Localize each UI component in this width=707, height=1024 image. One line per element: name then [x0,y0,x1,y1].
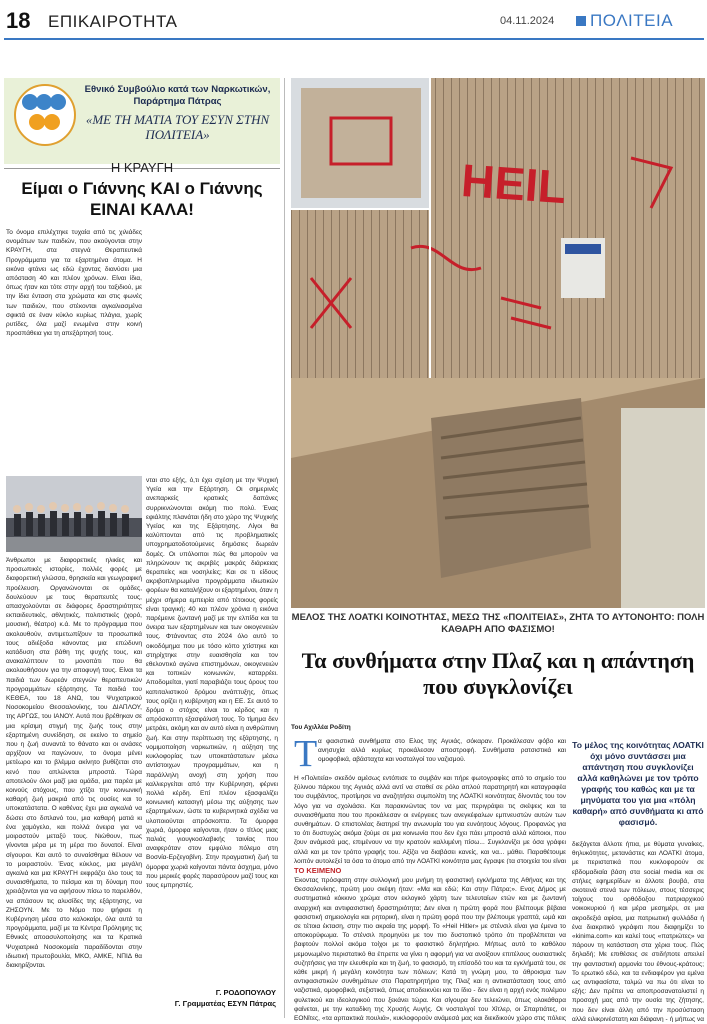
main-intro: α φασιστικά συνθήματα στο Ελος της Αγυιάς, σόκαραν. Προκάλεσαν φόβο και ανησυχία αλλά κυρίως προκάλεσαν αποστροφή. Συνθήματα ρατσιστικά και ομοφοβικά, αβάσταχτα και νοσταλγοί του ναζισμού. [318,738,566,764]
esyn-title: Εθνικό Συμβούλιο κατά των Ναρκωτικών, Παράρτημα Πάτρας [84,84,271,107]
main-col1-text: Έκοντας πρόσφατη στην συλλογική μου μνήμη τη φασιστική εγκλήματα της Αθήνας και της Θεσσαλονίκης, πρώτη μου σκέψη ήταν: «Μα και εδώ; Και στην Πάτρα;». Ενας Δήμος με συστηματικά κόκκινο χρώμα στον εκλογικό χάρτη των τελευταίων ετών και με ζωντανή αναρχική και αντιφασιστική δραστηριότητα; Δεν είναι η πρώτη φορά που βλέπουμε βέβαια φασιστική σημειολογία και ρητορική, είναι η πρώτη φορά που την βλέπουμε γραπτά, ωμά και σε τέτοια έκταση, στην πιο ακραία της μορφή. Το «Heil Hitler» με στένσιλ είναι για έμενα το αποκορύφωμα. Το στένσιλ προμηνύει με τον πιο δυστοπικό τρόπο ότι προβλέπεται να βαφτούν πολλοί ακόμα τοίχοι με το φασιστικό δηλητήριο. Μήπως αυτό το καθόλου μεμονωμένο περιστατικό θα έπρεπε να γίνει η αφορμή για να ανοίξουν επιτέλους ουσιαστικές συζητήσεις για την ελευθερία και τη ζωή, το φασισμό, τη επίσοδό του και τα εγκλήματά του, σε κάθε μικρή ή μεγάλη κοινότητα των πόλεων; Κατά τη γνώμη μου, το άθροισμα των αντιφασιστικών συνθημάτων στο Παρατηρητήριο της Πλαζ και η αντικατάσταση τους από ναζιστικά, ομοφοβικά, σεξιστικά, όπως αποδεικνύει και το ίδιο - δεν είναι η αρχή ενός πολέμου φυλετικού και ιδεολογικού που ξεκάνει τώρα. Και σίγουρα δεν τελειώνει, όπως ολοκάθαρα φαίνεται, με την καταδίκη της Χρυσής Αυγής. Οι νοσταλγοί του Χίτλερ, οι Σπαρτιάτες, οι ΕΟΝίτες, «τα αρπακτικά πουλιά», κυκλοφορούν ανάμεσά μας και διεκδικούν χώρο στις πόλεις [294,877,566,1022]
issue-date: 04.11.2024 [500,15,555,27]
pull-quote: Το μέλος της κοινότητας ΛΟΑΤΚΙ όχι μόνο συντάσσει μια απάντηση που συγκλονίζει αλλά καθηλώνει με τον τρόπο γραφής του καθώς και με τα μηνύματα του για μια «πόλη καθαρή» από συνθήματα κι από φασισμό. [572,740,704,827]
photo-caption: ΜΕΛΟΣ ΤΗΣ ΛΟΑΤΚΙ ΚΟΙΝΟΤΗΤΑΣ, ΜΕΣΩ ΤΗΣ «ΠΟΛΙΤΕΙΑΣ», ΖΗΤΑ ΤΟ ΑΥΤΟΝΟΗΤΟ: ΠΟΛΗ ΚΑΘΑΡΗ ΑΠΟ ΦΑΣΙΣΜΟ! [291,612,705,635]
article-kicker: Η ΚΡΑΥΓΗ [110,160,174,175]
main-col1-body: Η «Πολιτεία» σκεδόν αμέσως εντόπισε το συμβάν και πήρε φωτογραφίες από το σημείο του ξύλινου πάρκου της Αγυιάς αλλά αντί να σταθεί σε ρόλο απλού παρατηρητή και καταγραφέα του συμβάντος, προτίμησε να αναζητήσει συμπολίτη της ΛΟΑΤΚΙ κοινότητας δίνοντάς του τον λόγο για να σχολιάσει. Και παρακινώντας τον να μας περιγράψει τις σκέψεις και τα συναισθήματα που του προκάλεσαν οι ενέργειες των ανεγκέφαλων εμπνευστών αυτών των συνθημάτων. Ο επιστολέας διατηρεί την ανωνυμία του για ευνόητους λόγους. Προφανώς για το ότι δυστυχώς ακόμα ζούμε σε μια κοινωνία που δεν έχει πάει μπροστά αλλά κάποιοι, που ζουν ανάμεσά μας, επιμένουν να την κρατούν καλλιμένη πίσω... Συγκλονίζει με όσα γράφει αλλά και με τον τρόπο γραφής του. Αξίζει να διαβάσει κανείς, και να... μάθει. Παραθέτουμε λοιπόν αυτολεξεί τα όσα το άτομο από την ΛΟΑΤΚΙ κοινότητα μας έγραψε (τα στοιχεία του είναι [294,775,566,864]
people-in-circle-icon [6,476,142,552]
text-subhead: ΤΟ ΚΕΙΜΕΝΟ [294,866,342,875]
main-col2: διεξάγεται άλλοτε ήπια, με θύματα γυναίκες, θηλυκότητες, μετανάστες και ΛΟΑΤΚΙ άτομα, με περιστατικά που κυκλοφορούν σε εβδομαδιαία βάση στα social media και σε στήλες εφημερίδων κι άλλοτε βουβά, στα σκοτεινά στενά των πόλεων, στους τέσσερις τοίχους του ορθόδοξου πατριαρχικού νοικοκυριού ή και μέρα μεσημέρι, σε μια ακροδεξιά αφίσα, μια πατριωτική φυλλάδα ή ένα διακριτικό γκράφιτι που διαφημίζει το «kinima.com» και καλεί τους «πατριώτες» να πάρουν τη κατάσταση στα χέρια τους. Πώς δηλαδή; Με επιθέσεις σε στιδήποτε απειλεί την φανταστική αρμονία του έθνους-κράτους; Το ερωτικό εδώ, και τα ενδιαφέρον για εμένα ως αντιφασίστα, τολμώ να πω ότι είναι το εξής: Δεν πρέπει να αποπροσανατολιστεί η προσοχή μας από την ουσία της ζήτησης, που δεν είναι άλλη από την προσύσταση αλλά ειλικρινέστατη και διάφανη - ή μήπως να [572,841,704,1022]
header-rule [4,38,704,40]
byline: Του Αχιλλέα Ροδίτη [291,724,351,731]
graffiti-wall-image [291,78,705,608]
signature-name: Γ. ΡΟΔΟΠΟΥΛΟΥ [215,988,276,997]
square-icon [576,16,586,26]
section-title: ΕΠΙΚΑΙΡΟΤΗΤΑ [48,12,178,31]
esyn-logo-icon [14,84,76,146]
column-divider [284,78,285,1018]
left-col2: νται στο εξής, ό,τι έχει σχέση με την Ψυχική Υγεία και την Εξάρτηση. Οι σημερινές ανεπαρκείς κρατικές δαπάνες συρρικνώνονται ακόμη πιο πολύ. Ένας εφιάλτης πλανάται ήδη στο χώρο της Ψυχικής Υγείας και της Εξάρτησης. Λίγοι θα καλύπτονται από τις προβληματικές υποχρηματοδοτούμενες δημόσιες δωρεάν δομές. Οι υπόλοιποι πώς θα μπορούν να πληρώνουν τις ακριβές μακράς διάρκειας θεραπείες και νοσηλείες; Και σε τι είδους ακριβοπληρωμένα προγράμματα ιδιωτικών φορέων θα καταλήξουν οι εξαρτημένοι, όταν η μέχρι σήμερα εμπειρία από τέτοιους φορείς είναι τραγική; 40 και πλέον χρόνια η εικόνα παρέμεινε ζωντανή μαζί με την ελπίδα και τα όνειρα των εξαρτημένων και των οικογενειών τους. Φτάνοντας στο 2024 όλο αυτό το οικοδόμημα που με τόσο κόπο χτίστηκε και στηρίχτηκε στην ευαισθησία και τον εθελοντικό αγώνα επιστημόνων, οικογενειών και τοπικών κοινωνιών, καταρρέει. Αποδομείται, γιατί παραβιάζει τους όρους του καπιταλιστικού δρόμου ανάπτυξης, όπως τους ορίζει η κυβέρνηση και η ΕΕ. Σε αυτό το δρόμο ο στόχος είναι το κέρδος και η απρόσκοπτη εξασφάλισή τους. Το τίμημα δεν μετράει, ακόμη και αν αυτό είναι η ανθρώπινη ζωή. Και στην περίπτωση της εξάρτησης, η νομιμοποίηση ναρκωτικών, η αύξηση της κυκλοφορίας των υποκατάστατων μέσω αντίστοιχων προγραμμάτων, και η παράλληλη ανοχή στη χρήση που καλλιεργείται από την Κυβέρνηση, φέρνει πολλά κέρδη. Επί πλέον εξασφαλίζει κοινωνική κατασιγή μέσω της αύξησης των εξαρτημένων, ώστε τα κυβερνητικά σχέδια να υλοποιούνται απρόσκοπτα. Τα όμορφα χωριά, όμορφα καίγονται, ήταν ο τίτλος μιας παλιάς γιουγκοσλαβικής ταινίας που αναφερόταν στον εμφύλιο πόλεμο στη Βοσνία-Ερζεγοβίνη. Στην πραγματική ζωή τα όμορφα χωριά καίγονται πάντα άσχημα, μόνο που μερικές φορές παρασύρουν μαζί τους και τους εμπρηστές. [146,477,278,889]
graffiti-photo [291,78,705,608]
publication-name: ΠΟΛΙΤΕΙΑ [590,11,674,30]
page-number: 18 [6,8,31,33]
group-photo [6,476,142,552]
left-col1-top: Το όνομα επιλέχτηκε τυχαία από τις χιλιάδες ονομάτων των παιδιών, που ακούγονται στην ΚΡΑΥΓΗ, στα στεγνά Θεραπευτικά Προγράμματα για τα εξαρτημένα άτομα. Η εικόνα φτάνει ως εδώ έχοντας διανύσει μια απόσταση 40 και πλέον χρόνων. Είναι ίδια, όπως ήταν και τότε στην αρχή του ταξιδιού, με την ίδια ένταση στα χρώματα και στις φωνές των παιδιών, που στέκονται αγκαλιασμένα σφικτά σε έναν κύκλο κυρίως πλάγια, χωρίς ρυτίδες, όλα μαζί ενωμένα στην κοινή προσπάθεια για τη απεξάρτησή τους. [6,229,142,338]
left-col1-bottom: Άνθρωποι με διαφορετικές ηλικίες και προσωπικές ιστορίες, πολλές φορές με διαφορετική γλώσσα, θρησκεία και γεωγραφική προέλευση. Οργανώνονται σε ομάδες, δουλεύουν με τους θεραπευτές τους, απασχολούνται σε διάφορες δραστηριότητες εκπαιδευτικές, αθλητικές, πολιτιστικές (χορό, μουσική, θέατρο) κ.ά. Με το πρόγραμμα που ακολουθούν, αντιμετωπίζουν τα προσωπικά τους αδιέξοδα κάνοντας μια επώδυνη κατάδυση στα βάθη της ψυχής τους, και ανακαλύπτουν το μονοπάτι που θα ακολουθήσουν για την αποφυγή τους. Είναι τα παιδιά των δωρεάν στεγνών θεραπευτικών προγραμμάτων εξάρτησης. Τα παιδιά του ΚΕΘΕΑ, του 18 ΑΝΩ, του Ψυχιατρικού Νοσοκομείου Θεσσαλονίκης, του ΔΙΑΠΛΟΥ, της ΑΡΓΩΣ, του ΙΑΝΟΥ. Αυτά που βρέθηκαν σε μια κρίσιμη στιγμή της ζωής τους στην εξαρτημένη συνείδηση, σε εκείνο το σημείο που η ζωή συναντά το θάνατο και οι ανάσες αρχίζουν να παγώνουν, το όνομα μένει μετέωρο και το βλέμμα ακίνητο βυθίζεται στο κενό που απλώνεται μπροστά. Τώρα αποτελούν όλοι μαζί μια ομάδα, μια παρέα με κοινούς στόχους, που χτίζει την κοινωνική καθαρή ζωή μακριά από τις ουσίες και το υποκατάστατα. Ο καθένας έχει μια αγκαλιά να δώσει στο διπλανό του, μια καθαρή ματιά κι ένα χαμόγελο, και πολλά όνειρα για να μοιραστούν μεταξύ τους. Νιώθουν, πως γίνονται μέρα με τη μέρα πιο δυνατοί. Είναι σίγουροι. Και αυτό το συναίσθημα θέλουν να το μοιραστούν. Ένας κύκλος, μια μεγάλη αγκαλιά και μια ΚΡΑΥΓΗ εκφράζει όλο τους τα συναισθήματα, το πείσμα και τη δύναμη που χρειάζονται για να αφήσουν πίσω το παρελθόν, να σπάσουν τις αλυσίδες της εξάρτησης, να ΖΗΣΟΥΝ. Με το Νόμο που ψήφισε η Κυβέρνηση μέσα στο καλοκαίρι, όλα αυτά τα προγράμματα, μαζί με τα Κέντρα Πρόληψης τις Εθνικές αποασυλοποίησης και τα Κρατικά Ψυχιατρικά Νοσοκομεία παραδίδονται στην ιδιωτική πρωτοβουλία, ΜΚΟ, ΑΜΚΕ, ΝΠΙΔ θα διακηρίζονται. [6,557,142,969]
graffiti-heil: HEIL [459,153,568,214]
drop-cap: Τ [294,733,318,775]
left-headline: Είμαι ο Γιάννης ΚΑΙ ο Γιάννης ΕΙΝΑΙ ΚΑΛΑ! [21,179,263,219]
signature-role: Γ. Γραμματέας ΕΣΥΝ Πάτρας [174,999,276,1008]
main-headline: Τα συνθήματα στην Πλαζ και η απάντηση που συγκλονίζει [301,648,695,699]
esyn-slogan: «ΜΕ ΤΗ ΜΑΤΙΑ ΤΟΥ ΕΣΥΝ ΣΤΗΝ ΠΟΛΙΤΕΙΑ» [85,112,270,142]
